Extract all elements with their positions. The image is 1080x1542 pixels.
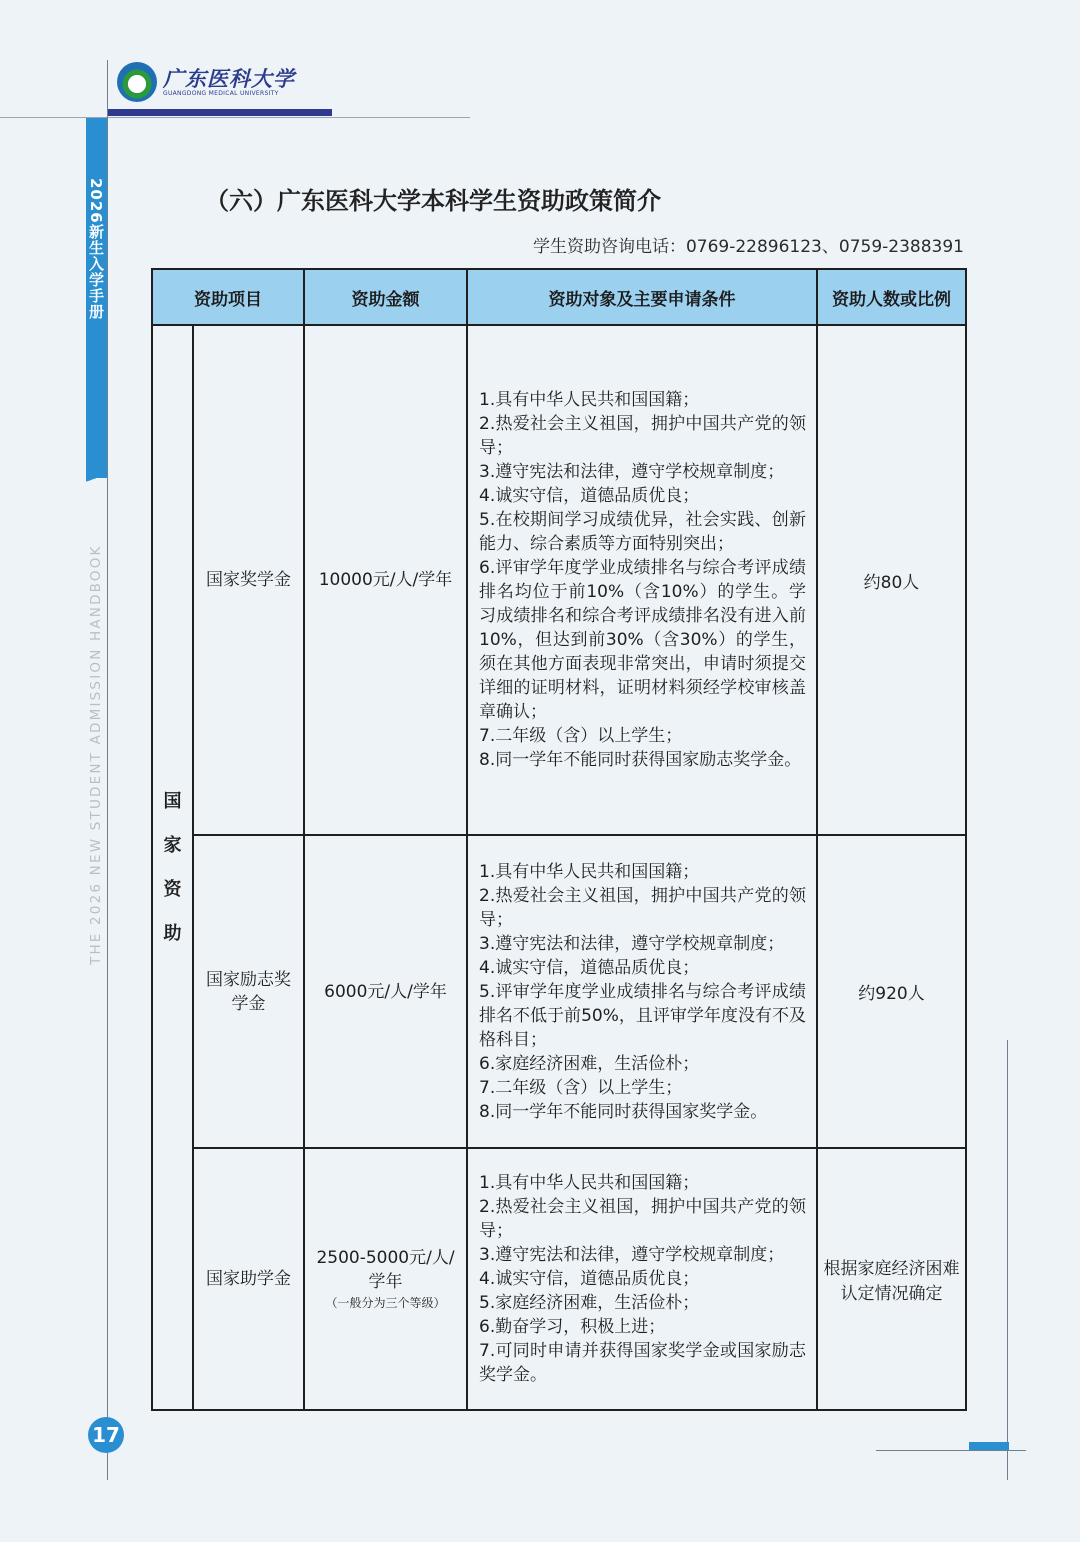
footer-vertical-line bbox=[1007, 1040, 1008, 1480]
university-name-english: GUANGDONG MEDICAL UNIVERSITY bbox=[163, 90, 279, 97]
sidebar-handbook-title: 2026新生入学手册 bbox=[87, 178, 105, 320]
condition-item: 1.具有中华人民共和国国籍； bbox=[479, 390, 700, 410]
page-number: 17 bbox=[88, 1417, 124, 1453]
item-amount bbox=[304, 325, 467, 835]
condition-item: 2.热爱社会主义祖国，拥护中国共产党的领导； bbox=[479, 885, 806, 930]
column-header: 资助项目 bbox=[152, 269, 304, 325]
header-accent-bar bbox=[108, 109, 332, 116]
item-amount bbox=[304, 1148, 467, 1410]
conditions-cell bbox=[467, 835, 817, 1148]
funding-policy-table bbox=[151, 268, 967, 1411]
amount-value: 10000元/人/学年 bbox=[318, 570, 453, 590]
condition-item: 5.在校期间学习成绩优异，社会实践、创新能力、综合素质等方面特别突出； bbox=[479, 510, 806, 554]
condition-item: 7.可同时申请并获得国家奖学金或国家励志奖学金。 bbox=[479, 1341, 806, 1385]
item-quota: 约80人 bbox=[817, 325, 966, 835]
item-name: 国家助学金 bbox=[193, 1148, 304, 1410]
table-row bbox=[152, 325, 966, 835]
amount-note: （一般分为三个等级） bbox=[325, 1296, 446, 1310]
condition-item: 3.遵守宪法和法律，遵守学校规章制度； bbox=[479, 462, 785, 482]
amount-value: 6000元/人/学年 bbox=[324, 981, 447, 1002]
header-divider bbox=[0, 117, 470, 118]
hotline-text: 学生资助咨询电话：0769-22896123、0759-2388391 bbox=[532, 237, 964, 257]
footer-accent-bar bbox=[969, 1442, 1009, 1450]
condition-item: 4.诚实守信，道德品质优良； bbox=[479, 1269, 700, 1289]
group-label: 国家资助 bbox=[163, 790, 182, 944]
condition-item: 1.具有中华人民共和国国籍； bbox=[479, 1173, 700, 1193]
column-header: 资助人数或比例 bbox=[817, 269, 966, 325]
university-logo-icon bbox=[117, 62, 157, 102]
footer-divider bbox=[876, 1450, 1026, 1451]
condition-item: 6.评审学年度学业成绩排名与综合考评成绩排名均位于前10%（含10%）的学生。学习成绩排名和综合考评成绩排名没有进入前10%，但达到前30%（含30%）的学生，须在其他方面表现非常突出，申请时须提交详细的证明材料，证明材料须经学校审核盖章确认； bbox=[479, 558, 806, 722]
condition-item: 4.诚实守信，道德品质优良； bbox=[479, 486, 700, 506]
condition-item: 2.热爱社会主义祖国，拥护中国共产党的领导； bbox=[479, 414, 806, 458]
condition-item: 6.勤奋学习，积极上进； bbox=[479, 1317, 666, 1337]
item-quota: 根据家庭经济困难认定情况确定 bbox=[817, 1148, 966, 1410]
table-header-row bbox=[152, 269, 966, 325]
condition-item: 8.同一学年不能同时获得国家奖学金。 bbox=[479, 1101, 768, 1122]
condition-item: 7.二年级（含）以上学生； bbox=[479, 1077, 683, 1098]
condition-item: 3.遵守宪法和法律，遵守学校规章制度； bbox=[479, 933, 785, 954]
university-name: 广东医科大学 bbox=[163, 66, 295, 91]
item-name: 国家励志奖学金 bbox=[193, 835, 304, 1148]
sidebar-handbook-english: THE 2026 NEW STUDENT ADMISSION HANDBOOK bbox=[88, 544, 104, 966]
column-header: 资助金额 bbox=[304, 269, 467, 325]
condition-item: 6.家庭经济困难，生活俭朴； bbox=[479, 1053, 700, 1074]
condition-item: 2.热爱社会主义祖国，拥护中国共产党的领导； bbox=[479, 1197, 806, 1241]
group-label-cell bbox=[152, 325, 193, 1410]
table-row bbox=[152, 1148, 966, 1410]
column-header: 资助对象及主要申请条件 bbox=[467, 269, 817, 325]
condition-item: 5.家庭经济困难，生活俭朴； bbox=[479, 1293, 700, 1313]
condition-item: 7.二年级（含）以上学生； bbox=[479, 726, 683, 746]
table-row bbox=[152, 835, 966, 1148]
condition-item: 8.同一学年不能同时获得国家励志奖学金。 bbox=[479, 750, 802, 770]
amount-value: 2500-5000元/人/学年 bbox=[316, 1248, 455, 1292]
item-amount bbox=[304, 835, 467, 1148]
conditions-cell bbox=[467, 325, 817, 835]
condition-item: 4.诚实守信，道德品质优良； bbox=[479, 957, 700, 978]
item-name: 国家奖学金 bbox=[193, 325, 304, 835]
section-title: （六）广东医科大学本科学生资助政策简介 bbox=[205, 187, 661, 215]
condition-item: 3.遵守宪法和法律，遵守学校规章制度； bbox=[479, 1245, 785, 1265]
item-quota: 约920人 bbox=[817, 835, 966, 1148]
condition-item: 1.具有中华人民共和国国籍； bbox=[479, 861, 700, 882]
condition-item: 5.评审学年度学业成绩排名与综合考评成绩排名不低于前50%，且评审学年度没有不及格科目； bbox=[479, 981, 806, 1050]
conditions-cell bbox=[467, 1148, 817, 1410]
